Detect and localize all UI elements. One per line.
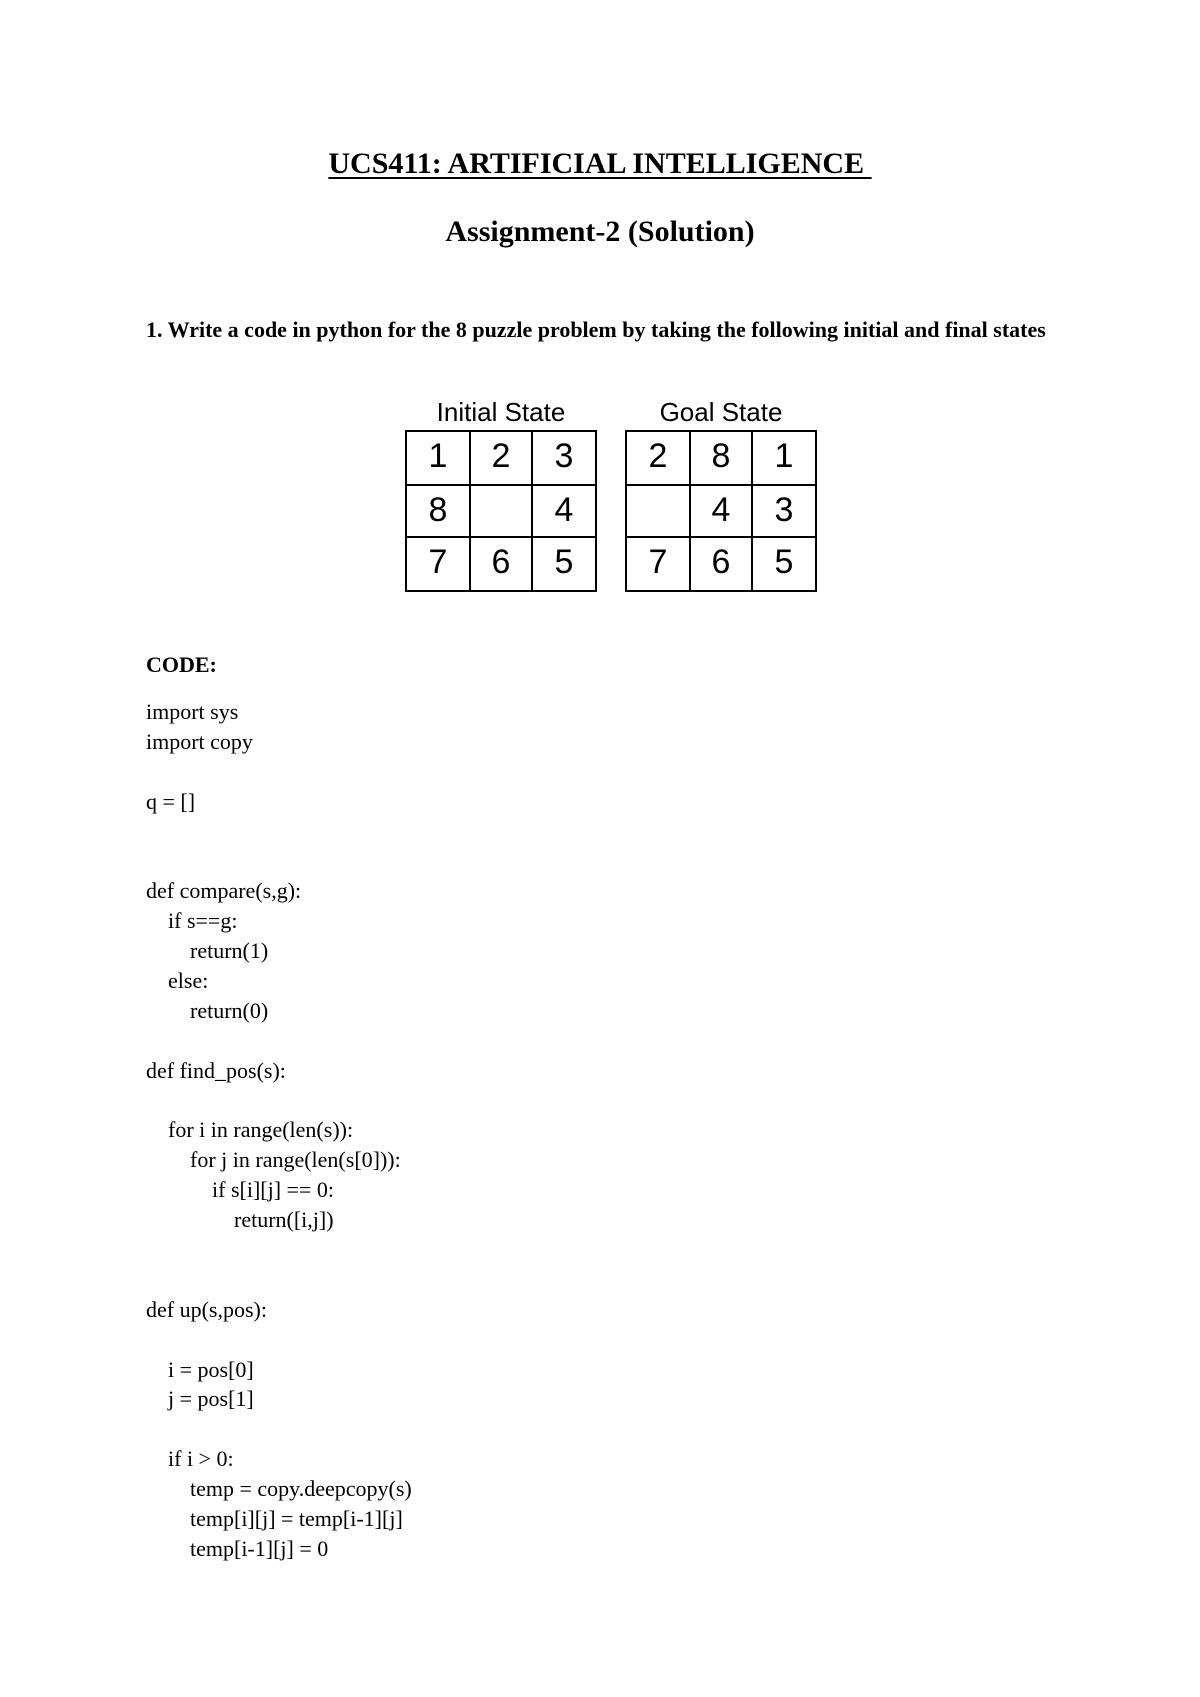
code-line: import copy [146, 728, 253, 754]
goal-state-board [625, 396, 817, 592]
course-title-text: UCS411: ARTIFICIAL INTELLIGENCE [328, 147, 872, 180]
puzzle-tile: 6 [691, 538, 753, 590]
code-line [146, 846, 412, 876]
code-line: j = pos[1] [146, 1386, 254, 1412]
code-line: def find_pos(s): [146, 1057, 286, 1083]
code-line [146, 1235, 412, 1265]
course-title [0, 146, 1200, 182]
puzzle-tile: 6 [471, 538, 533, 590]
code-line [146, 817, 412, 847]
puzzle-tile: 5 [774, 543, 794, 581]
puzzle-figure [405, 396, 825, 596]
code-line [146, 1265, 412, 1295]
code-line: else: [146, 968, 209, 994]
code-line [146, 1325, 412, 1355]
code-line [146, 1414, 412, 1444]
puzzle-tile: 8 [691, 432, 753, 486]
code-line: temp[i-1][j] = 0 [146, 1535, 329, 1561]
code-line [146, 1026, 412, 1056]
puzzle-tile: 3 [533, 432, 595, 486]
code-line: temp = copy.deepcopy(s) [146, 1476, 412, 1502]
code-line: return(0) [146, 997, 269, 1023]
puzzle-tile: 2 [471, 432, 533, 486]
code-line [146, 757, 412, 787]
initial-state-grid [405, 430, 597, 592]
code-line: def up(s,pos): [146, 1296, 267, 1322]
code-line: temp[i][j] = temp[i-1][j] [146, 1506, 403, 1532]
goal-state-grid [625, 430, 817, 592]
code-line: if s==g: [146, 908, 238, 934]
assignment-title: Assignment-2 (Solution) [445, 215, 755, 248]
code-line: import sys [146, 699, 239, 724]
puzzle-tile: 8 [407, 486, 471, 538]
code-heading: CODE: [146, 652, 217, 677]
code-line: return(1) [146, 938, 269, 964]
initial-state-board [405, 396, 597, 592]
code-line: if s[i][j] == 0: [146, 1177, 334, 1203]
puzzle-tile: 4 [691, 486, 753, 538]
initial-state-label: Initial State [436, 397, 566, 427]
puzzle-tile: 1 [753, 432, 815, 486]
code-line: for i in range(len(s)): [146, 1117, 354, 1143]
code-line: return([i,j]) [146, 1207, 334, 1233]
puzzle-tile-blank [627, 486, 691, 538]
code-line: i = pos[0] [146, 1356, 254, 1382]
puzzle-tile: 7 [407, 538, 471, 590]
question-text: 1. Write a code in python for the 8 puzzle problem by taking the following initial and final states [146, 317, 1046, 342]
code-line [146, 1086, 412, 1116]
code-line: def compare(s,g): [146, 878, 302, 904]
puzzle-tile: 2 [627, 432, 691, 486]
puzzle-tile: 4 [533, 486, 595, 538]
puzzle-tile: 3 [753, 486, 815, 538]
code-line: if i > 0: [146, 1446, 234, 1472]
puzzle-tile-blank [471, 486, 533, 538]
code-block [146, 697, 412, 1564]
puzzle-tile: 5 [554, 543, 574, 581]
goal-state-label: Goal State [659, 397, 783, 427]
code-line: for j in range(len(s[0])): [146, 1147, 401, 1173]
puzzle-tile: 7 [627, 538, 691, 590]
code-line: q = [] [146, 788, 196, 814]
puzzle-tile: 1 [407, 432, 471, 486]
